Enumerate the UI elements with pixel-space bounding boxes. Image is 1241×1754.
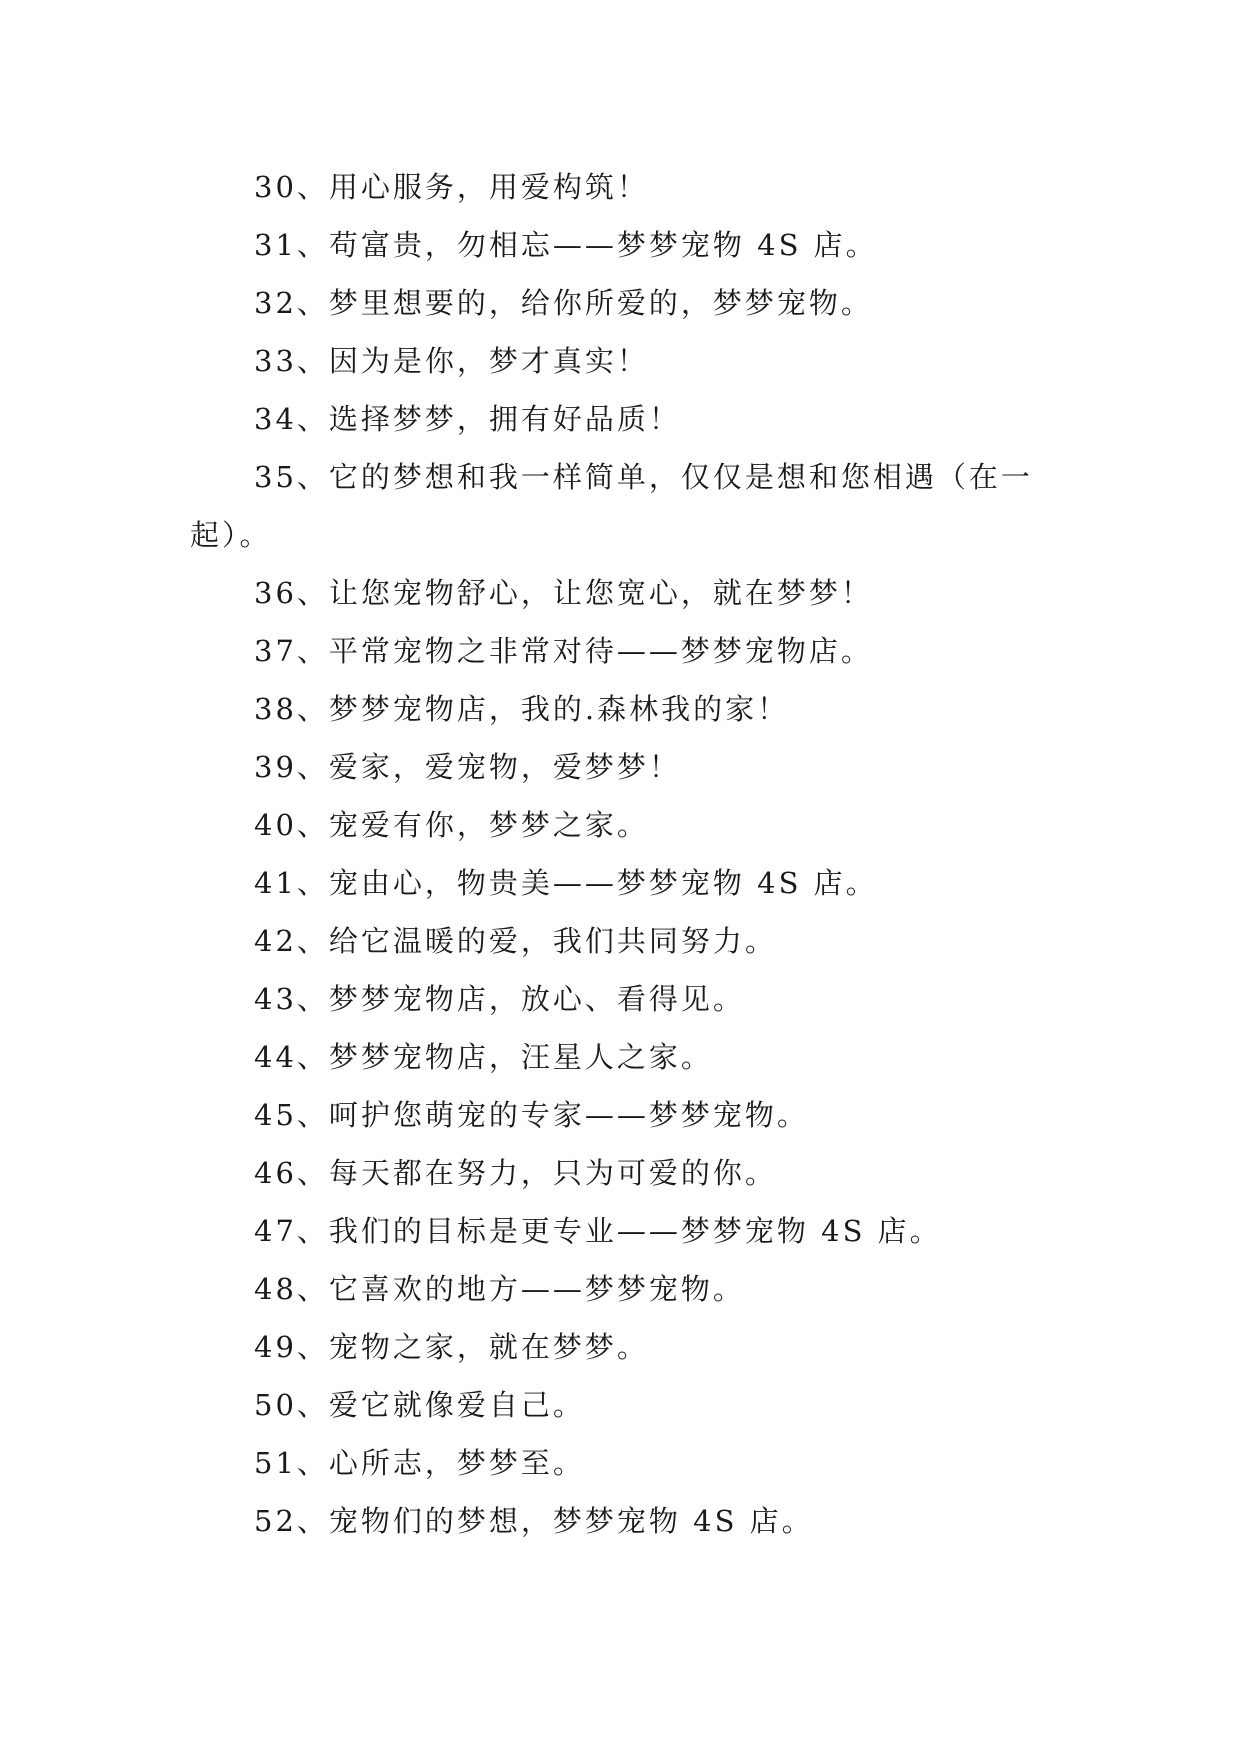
text-line-35: 35、它的梦想和我一样简单，仅仅是想和您相遇（在一 — [254, 460, 1033, 494]
text-line-46: 46、每天都在努力，只为可爱的你。 — [254, 1156, 777, 1190]
text-line-37: 37、平常宠物之非常对待——梦梦宠物店。 — [254, 634, 873, 668]
text-line-41: 41、宠由心，物贵美——梦梦宠物 4S 店。 — [254, 866, 878, 900]
text-line-42: 42、给它温暖的爱，我们共同努力。 — [254, 924, 777, 958]
text-line-35-continuation: 起）。 — [190, 518, 272, 552]
text-line-43: 43、梦梦宠物店，放心、看得见。 — [254, 982, 745, 1016]
text-line-40: 40、宠爱有你，梦梦之家。 — [254, 808, 649, 842]
text-line-47: 47、我们的目标是更专业——梦梦宠物 4S 店。 — [254, 1214, 942, 1248]
text-line-48: 48、它喜欢的地方——梦梦宠物。 — [254, 1272, 745, 1306]
text-line-34: 34、选择梦梦，拥有好品质！ — [254, 402, 681, 436]
text-line-44: 44、梦梦宠物店，汪星人之家。 — [254, 1040, 713, 1074]
text-line-39: 39、爱家，爱宠物，爱梦梦！ — [254, 750, 681, 784]
text-line-38: 38、梦梦宠物店，我的.森林我的家！ — [254, 692, 790, 726]
text-line-52: 52、宠物们的梦想，梦梦宠物 4S 店。 — [254, 1504, 814, 1538]
text-line-49: 49、宠物之家，就在梦梦。 — [254, 1330, 649, 1364]
text-line-31: 31、苟富贵，勿相忘——梦梦宠物 4S 店。 — [254, 228, 878, 262]
text-line-51: 51、心所志，梦梦至。 — [254, 1446, 585, 1480]
text-line-45: 45、呵护您萌宠的专家——梦梦宠物。 — [254, 1098, 809, 1132]
text-line-32: 32、梦里想要的，给你所爱的，梦梦宠物。 — [254, 286, 873, 320]
text-line-50: 50、爱它就像爱自己。 — [254, 1388, 585, 1422]
text-line-33: 33、因为是你，梦才真实！ — [254, 344, 649, 378]
text-line-36: 36、让您宠物舒心，让您宽心，就在梦梦！ — [254, 576, 873, 610]
text-line-30: 30、用心服务，用爱构筑！ — [254, 170, 649, 204]
document-body — [190, 158, 1070, 1550]
